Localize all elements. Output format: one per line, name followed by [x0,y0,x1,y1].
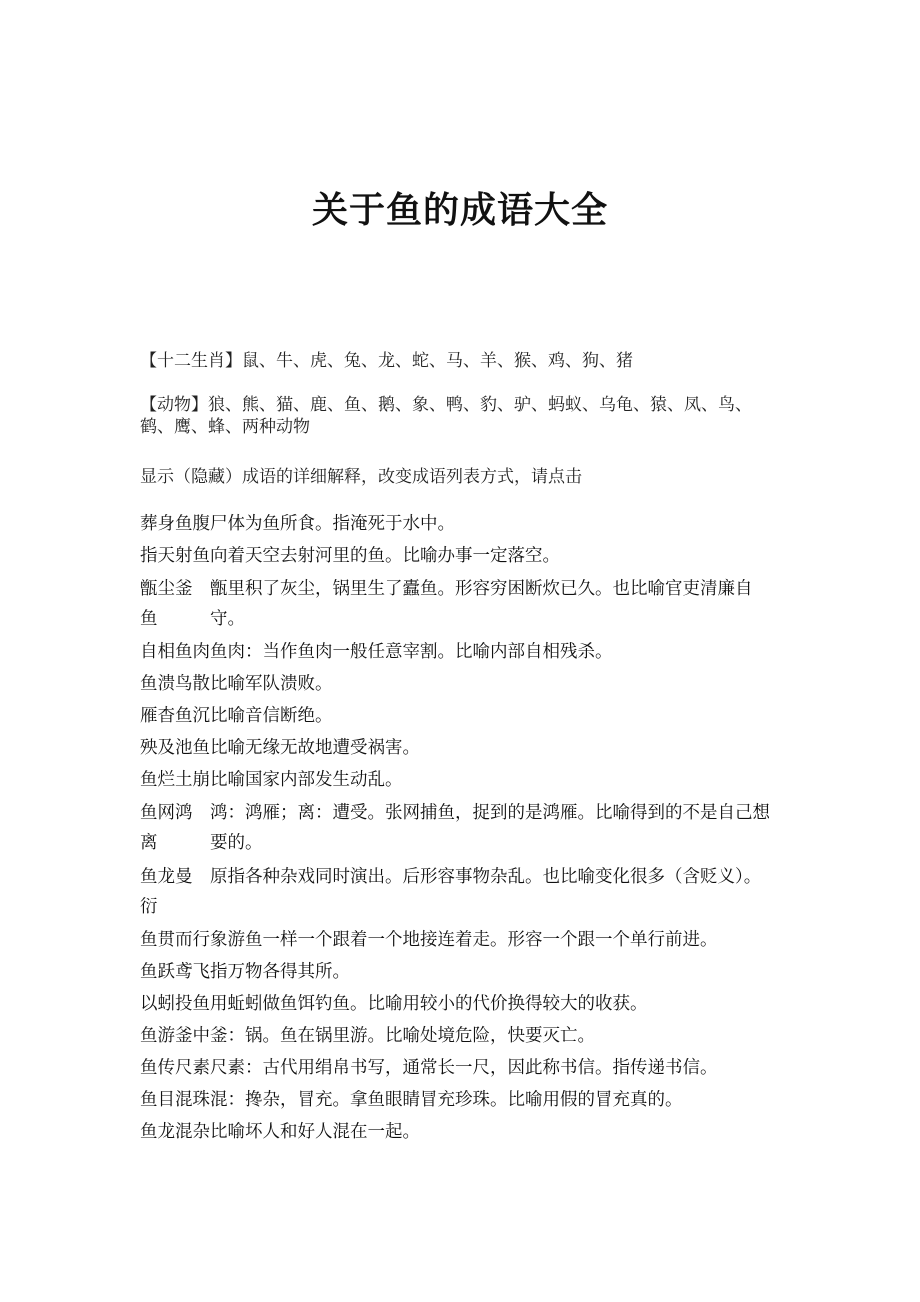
toggle-detail-link[interactable]: 显示（隐藏）成语的详细解释，改变成语列表方式，请点击 [140,467,582,487]
zodiac-filter-links[interactable]: 【十二生肖】鼠、牛、虎、兔、龙、蛇、马、羊、猴、鸡、狗、猪 [140,351,633,371]
idiom-definition: 鸿：鸿雁；离：遭受。张网捕鱼，捉到的是鸿雁。比喻得到的不是自己想要的。 [210,803,770,853]
idiom-item: 以蚓投鱼用蚯蚓做鱼饵钓鱼。比喻用较小的代价换得较大的收获。 [140,994,648,1014]
idiom-item: 葬身鱼腹尸体为鱼所食。指淹死于水中。 [140,514,455,534]
idiom-item: 鱼烂土崩比喻国家内部发生动乱。 [140,770,403,790]
idiom-item: 鱼游釜中釜：锅。鱼在锅里游。比喻处境危险，快要灭亡。 [140,1026,595,1046]
idiom-item: 鱼目混珠混：搀杂，冒充。拿鱼眼睛冒充珍珠。比喻用假的冒充真的。 [140,1090,683,1110]
idiom-item: 鱼贯而行象游鱼一样一个跟着一个地接连着走。形容一个跟一个单行前进。 [140,930,718,950]
idiom-term: 甑尘釜鱼 [140,579,193,629]
idiom-term: 鱼龙曼衍 [140,867,193,917]
idiom-item: 鱼溃鸟散比喻军队溃败。 [140,674,333,694]
idiom-item [140,862,780,926]
idiom-item [140,798,780,862]
idiom-item [140,574,780,638]
page-title: 关于鱼的成语大全 [311,189,608,231]
idiom-list [140,510,780,1150]
idiom-item: 雁杳鱼沉比喻音信断绝。 [140,706,333,726]
animal-filter-links[interactable]: 【动物】狼、熊、猫、鹿、鱼、鹅、象、鸭、豹、驴、蚂蚁、乌龟、猿、凤、鸟、鹤、鹰、蜂、两种动物 [140,395,752,437]
idiom-item: 殃及池鱼比喻无缘无故地遭受祸害。 [140,738,420,758]
idiom-item: 指天射鱼向着天空去射河里的鱼。比喻办事一定落空。 [140,546,560,566]
idiom-item: 鱼跃鸢飞指万物各得其所。 [140,962,350,982]
idiom-term: 鱼网鸿离 [140,803,193,853]
idiom-item: 自相鱼肉鱼肉：当作鱼肉一般任意宰割。比喻内部自相残杀。 [140,642,613,662]
idiom-definition: 原指各种杂戏同时演出。后形容事物杂乱。也比喻变化很多（含贬义）。 [210,867,762,887]
idiom-item: 鱼龙混杂比喻坏人和好人混在一起。 [140,1122,420,1142]
idiom-definition: 甑里积了灰尘，锅里生了蠹鱼。形容穷困断炊已久。也比喻官吏清廉自守。 [210,579,753,629]
idiom-item: 鱼传尺素尺素：古代用绢帛书写，通常长一尺，因此称书信。指传递书信。 [140,1058,718,1078]
